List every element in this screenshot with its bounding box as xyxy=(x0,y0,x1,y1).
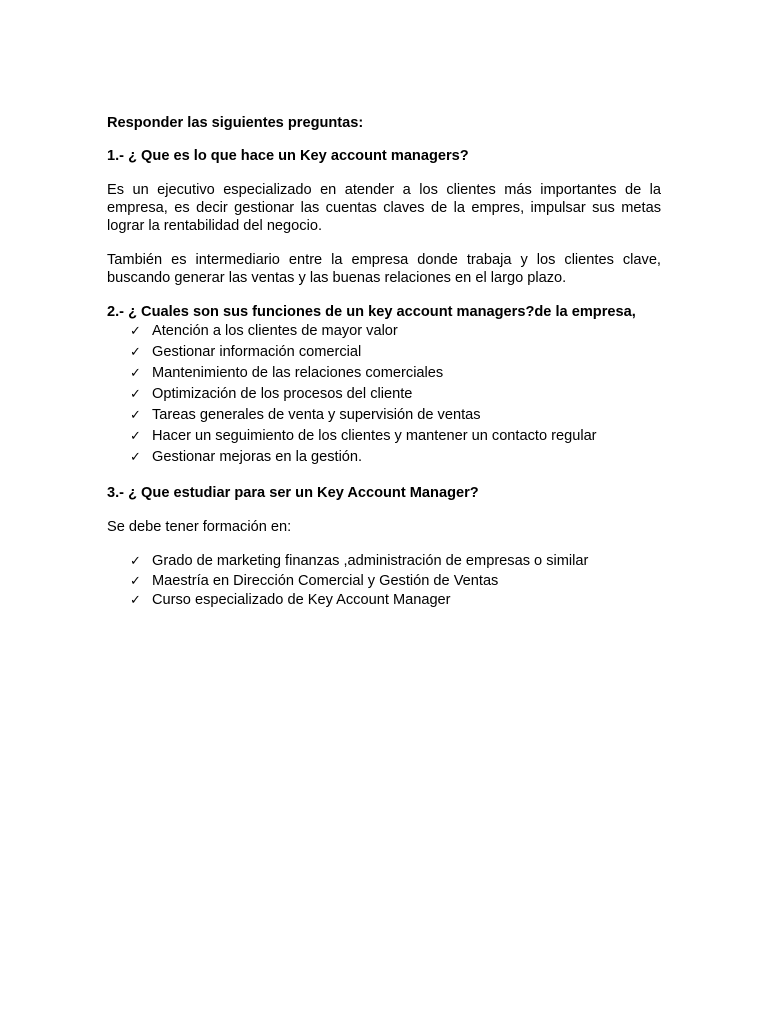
list-item xyxy=(107,342,661,363)
list-item xyxy=(107,363,661,384)
check-icon: ✓ xyxy=(130,324,141,339)
list-item-text: Grado de marketing finanzas ,administración de empresas o similar xyxy=(152,553,589,569)
check-icon: ✓ xyxy=(130,450,141,465)
check-icon: ✓ xyxy=(130,408,141,423)
list-item xyxy=(107,426,661,447)
list-item xyxy=(107,321,661,342)
list-item xyxy=(107,405,661,426)
list-item xyxy=(107,572,661,592)
question-3-intro: Se debe tener formación en: xyxy=(107,519,292,535)
question-1-paragraph-1: Es un ejecutivo especializado en atender a los clientes más importantes de la empresa, es decir gestionar las cuentas claves de la empres, impulsar sus metas lograr la rentabilidad del negocio. xyxy=(107,182,661,234)
document-page xyxy=(107,114,661,611)
list-item-text: Mantenimiento de las relaciones comerciales xyxy=(152,365,444,381)
list-item xyxy=(107,552,661,572)
intro-heading: Responder las siguientes preguntas: xyxy=(107,115,364,131)
list-item xyxy=(107,447,661,468)
question-1-title: 1.- ¿ Que es lo que hace un Key account managers? xyxy=(107,148,469,164)
list-item-text: Atención a los clientes de mayor valor xyxy=(152,323,398,339)
list-item-text: Tareas generales de venta y supervisión de ventas xyxy=(152,407,481,423)
check-icon: ✓ xyxy=(130,573,141,589)
question-3-title: 3.- ¿ Que estudiar para ser un Key Account Manager? xyxy=(107,485,479,501)
question-3-list xyxy=(107,552,661,611)
check-icon: ✓ xyxy=(130,429,141,444)
list-item xyxy=(107,384,661,405)
list-item-text: Hacer un seguimiento de los clientes y mantener un contacto regular xyxy=(152,428,597,444)
list-item xyxy=(107,591,661,611)
check-icon: ✓ xyxy=(130,554,141,569)
question-2-list xyxy=(107,321,661,468)
question-2-title: 2.- ¿ Cuales son sus funciones de un key account managers?de la empresa, xyxy=(107,304,636,320)
check-icon: ✓ xyxy=(130,387,141,402)
list-item-text: Gestionar mejoras en la gestión. xyxy=(152,449,363,465)
list-item-text: Optimización de los procesos del cliente xyxy=(152,386,413,402)
list-item-text: Curso especializado de Key Account Manager xyxy=(152,592,451,608)
question-1-paragraph-2: También es intermediario entre la empresa donde trabaja y los clientes clave, buscando generar las ventas y las buenas relaciones en el largo plazo. xyxy=(107,252,661,286)
check-icon: ✓ xyxy=(130,366,141,381)
list-item-text: Maestría en Dirección Comercial y Gestión de Ventas xyxy=(152,572,499,589)
check-icon: ✓ xyxy=(130,593,141,608)
check-icon: ✓ xyxy=(130,345,141,360)
list-item-text: Gestionar información comercial xyxy=(152,344,362,360)
